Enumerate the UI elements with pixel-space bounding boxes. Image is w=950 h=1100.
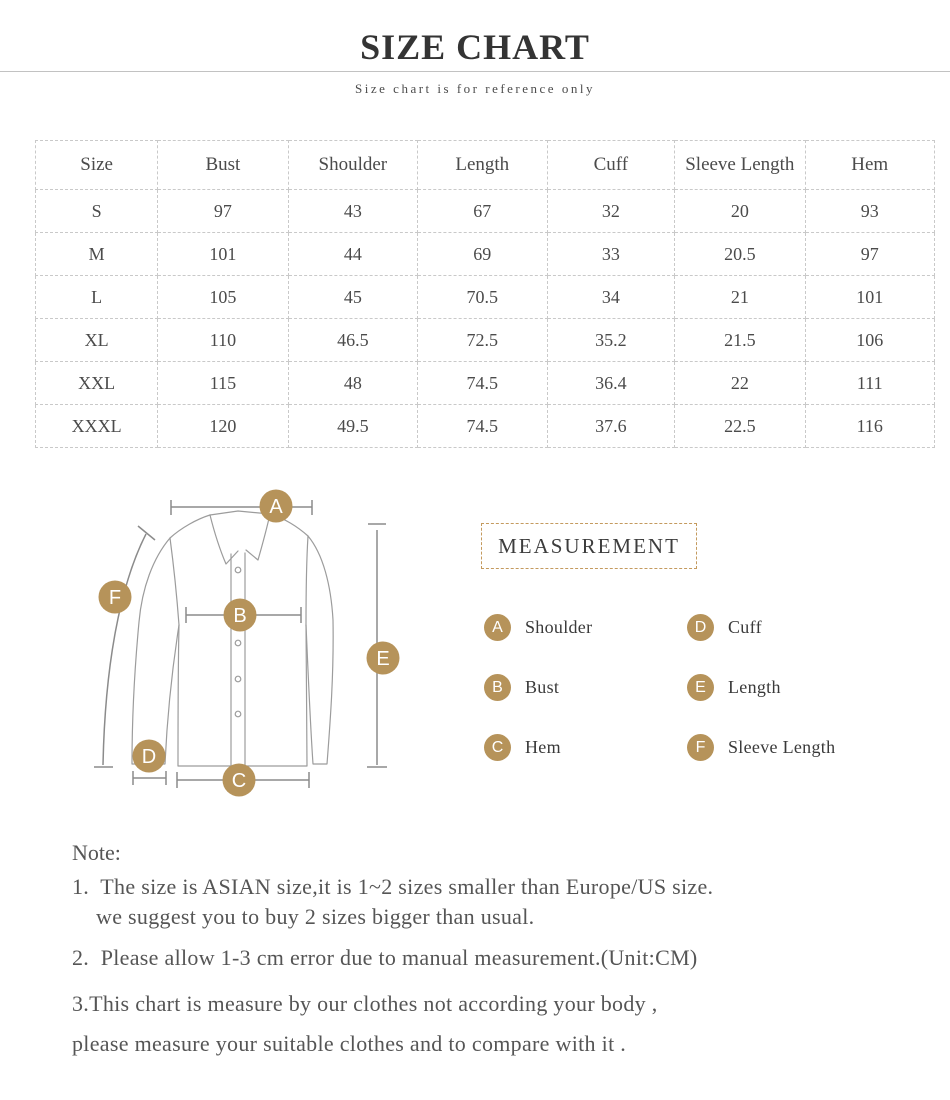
shirt-diagram [60, 470, 460, 810]
value-cell: 67 [418, 190, 547, 233]
value-cell: 34 [547, 276, 675, 319]
value-cell: 32 [547, 190, 675, 233]
column-header: Hem [805, 141, 935, 190]
value-cell: 115 [158, 362, 288, 405]
value-cell: 44 [288, 233, 417, 276]
value-cell: 36.4 [547, 362, 675, 405]
note-item [72, 984, 928, 1064]
marker-d-letter: D [141, 746, 157, 768]
column-header: Size [36, 141, 158, 190]
legend-item [687, 674, 835, 701]
legend-item [687, 614, 835, 641]
cuff-measure-line [133, 771, 166, 785]
table-row [36, 233, 935, 276]
table-row [36, 190, 935, 233]
marker-b-letter: B [233, 605, 247, 627]
page-subtitle: Size chart is for reference only [355, 81, 595, 96]
size-cell: XXXL [36, 405, 158, 448]
measurement-legend [484, 614, 835, 761]
size-table [35, 140, 935, 448]
value-cell: 120 [158, 405, 288, 448]
value-cell: 69 [418, 233, 547, 276]
value-cell: 21 [675, 276, 805, 319]
notes [72, 838, 928, 1075]
value-cell: 33 [547, 233, 675, 276]
legend-label: Bust [525, 677, 560, 697]
column-header: Bust [158, 141, 288, 190]
header-divider-line [0, 71, 950, 72]
size-cell: L [36, 276, 158, 319]
size-cell: XXL [36, 362, 158, 405]
value-cell: 21.5 [675, 319, 805, 362]
value-cell: 74.5 [418, 362, 547, 405]
value-cell: 106 [805, 319, 935, 362]
table-row [36, 319, 935, 362]
note-line: 2. Please allow 1-3 cm error due to manual measurement.(Unit:CM) [72, 945, 698, 970]
shirt-button [235, 640, 241, 646]
value-cell: 45 [288, 276, 417, 319]
shirt-button [235, 676, 241, 682]
note-item [72, 943, 928, 973]
size-cell: M [36, 233, 158, 276]
legend-label: Hem [525, 737, 561, 757]
value-cell: 111 [805, 362, 935, 405]
size-cell: XL [36, 319, 158, 362]
value-cell: 35.2 [547, 319, 675, 362]
legend-label: Length [728, 677, 781, 697]
diagram-markers [99, 490, 400, 797]
legend-label: Sleeve Length [728, 737, 836, 757]
marker-f-letter: F [108, 587, 122, 609]
note-line: please measure your suitable clothes and to compare with it . [72, 1031, 627, 1056]
shirt-button [235, 711, 241, 717]
value-cell: 110 [158, 319, 288, 362]
value-cell: 49.5 [288, 405, 417, 448]
note-item [72, 872, 928, 932]
note-line: 3.This chart is measure by our clothes not according your body , [72, 991, 658, 1016]
value-cell: 46.5 [288, 319, 417, 362]
size-table-header-row [36, 141, 935, 190]
column-header: Sleeve Length [675, 141, 805, 190]
column-header: Shoulder [288, 141, 417, 190]
notes-heading: Note: [72, 840, 121, 865]
notes-list [72, 872, 928, 1064]
sleeve-measure-line [94, 526, 155, 767]
table-row [36, 405, 935, 448]
shirt-button [235, 567, 241, 573]
value-cell: 105 [158, 276, 288, 319]
legend-label: Shoulder [525, 617, 593, 637]
value-cell: 70.5 [418, 276, 547, 319]
value-cell: 20 [675, 190, 805, 233]
measurement-box [481, 523, 697, 569]
value-cell: 101 [158, 233, 288, 276]
legend-letter-badge: D [687, 614, 714, 641]
value-cell: 97 [805, 233, 935, 276]
note-line: we suggest you to buy 2 sizes bigger than usual. [96, 904, 535, 929]
value-cell: 93 [805, 190, 935, 233]
measurement-box-title: MEASUREMENT [498, 533, 680, 558]
shirt-outline [132, 511, 333, 766]
legend-label: Cuff [728, 617, 762, 637]
value-cell: 101 [805, 276, 935, 319]
legend-letter-badge: E [687, 674, 714, 701]
size-cell: S [36, 190, 158, 233]
legend-letter-badge: F [687, 734, 714, 761]
marker-a-letter: A [269, 496, 283, 518]
value-cell: 43 [288, 190, 417, 233]
value-cell: 116 [805, 405, 935, 448]
legend-item [484, 674, 687, 701]
legend-item [687, 734, 835, 761]
size-table-body [36, 190, 935, 448]
value-cell: 48 [288, 362, 417, 405]
marker-e-letter: E [376, 648, 390, 670]
value-cell: 72.5 [418, 319, 547, 362]
note-line: 1. The size is ASIAN size,it is 1~2 sizes smaller than Europe/US size. [72, 874, 714, 899]
value-cell: 37.6 [547, 405, 675, 448]
value-cell: 22 [675, 362, 805, 405]
legend-item [484, 734, 687, 761]
column-header: Length [418, 141, 547, 190]
value-cell: 20.5 [675, 233, 805, 276]
column-header: Cuff [547, 141, 675, 190]
value-cell: 74.5 [418, 405, 547, 448]
table-row [36, 362, 935, 405]
marker-c-letter: C [231, 770, 247, 792]
page-title: SIZE CHART [360, 27, 590, 67]
table-row [36, 276, 935, 319]
legend-item [484, 614, 687, 641]
value-cell: 22.5 [675, 405, 805, 448]
legend-letter-badge: C [484, 734, 511, 761]
value-cell: 97 [158, 190, 288, 233]
legend-letter-badge: B [484, 674, 511, 701]
legend-letter-badge: A [484, 614, 511, 641]
